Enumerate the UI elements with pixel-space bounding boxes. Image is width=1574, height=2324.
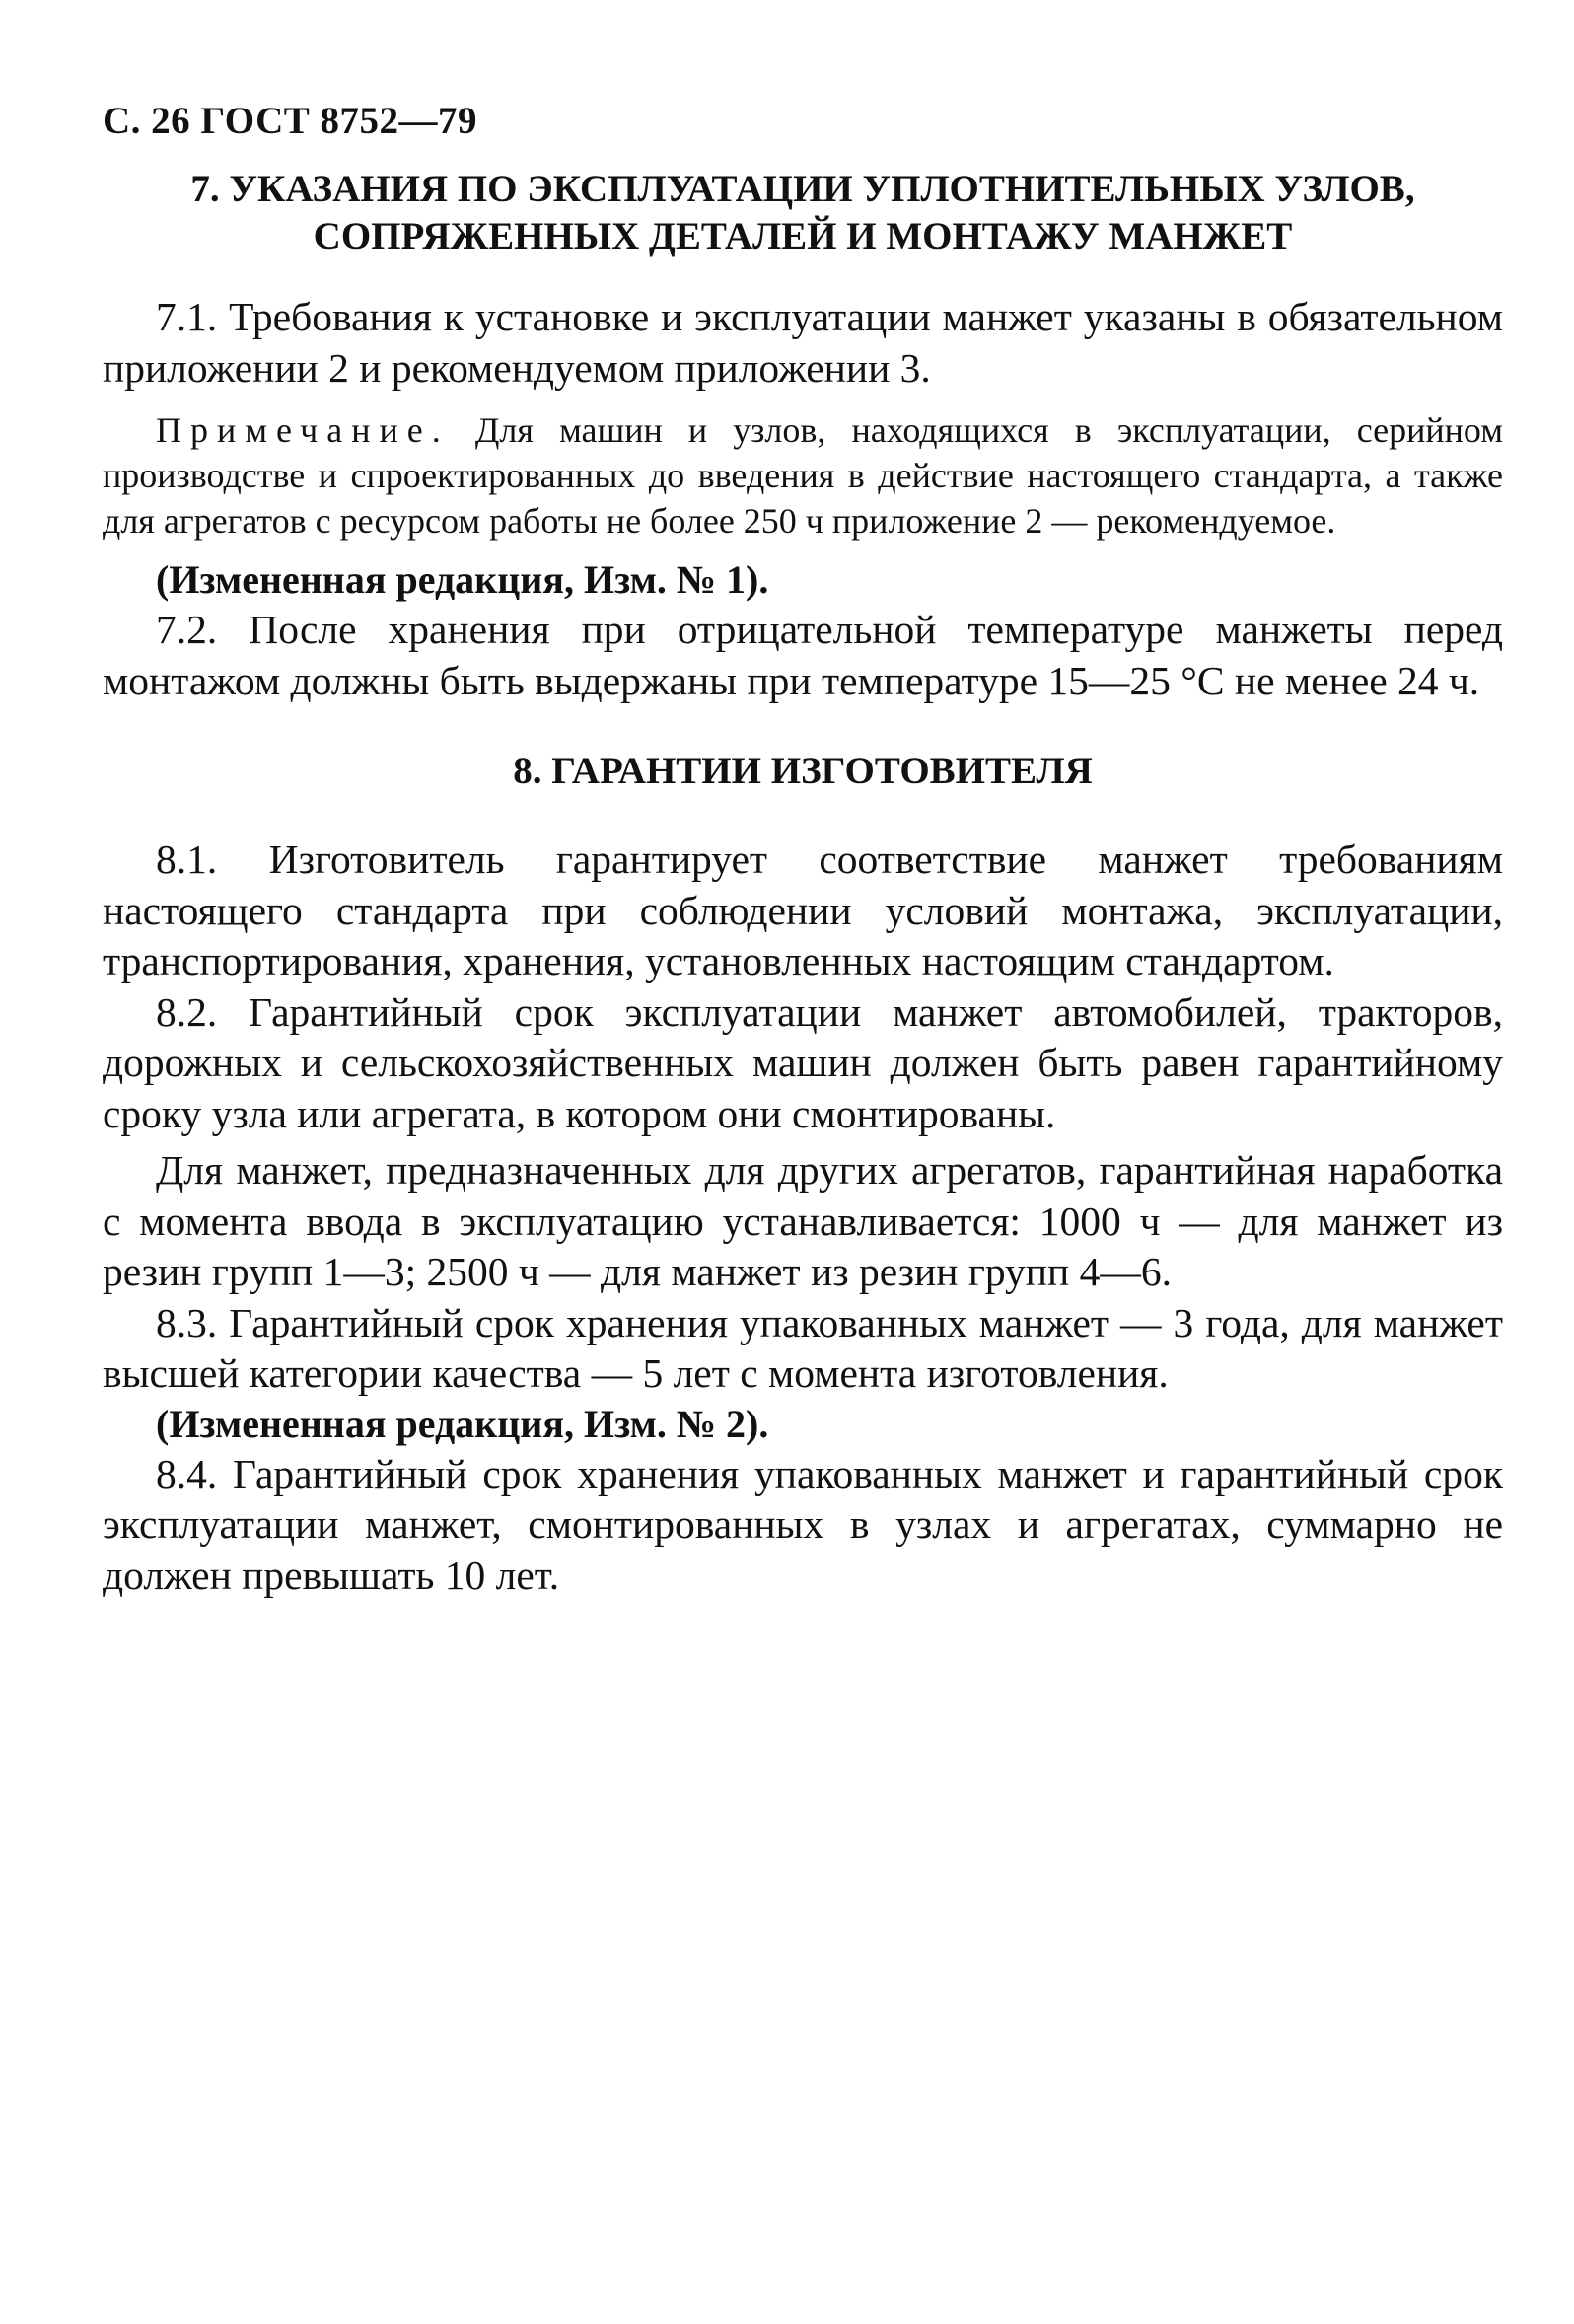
note-text: Для машин и узлов, находящихся в эксплуатации, серийном производстве и спроектированных до введения в действие настоящего стандарта, а также для агрегатов с ресурсом работы не более 250 ч приложение 2 — рекомендуемое.	[103, 410, 1503, 541]
document-page	[103, 99, 1503, 1601]
paragraph-7-1: 7.1. Требования к установке и эксплуатации манжет указаны в обязательном приложении 2 и рекомендуемом приложении 3.	[103, 294, 1503, 391]
amendment-note-1: (Измененная редакция, Изм. № 1).	[156, 557, 769, 602]
section-8	[103, 748, 1503, 1601]
note	[103, 407, 1503, 544]
paragraph-8-2-continued: Для манжет, предназначенных для других агрегатов, гарантийная наработка с момента ввода в эксплуатацию устанавливается: 1000 ч — для манжет из резин групп 1—3; 2500 ч — для манжет из резин групп 4—6.	[103, 1147, 1503, 1294]
paragraph-8-4: 8.4. Гарантийный срок хранения упакованных манжет и гарантийный срок эксплуатации манжет, смонтированных в узлах и агрегатах, суммарно не должен превышать 10 лет.	[103, 1450, 1503, 1598]
section-8-title: 8. ГАРАНТИИ ИЗГОТОВИТЕЛЯ	[513, 750, 1093, 792]
amendment-note-2: (Измененная редакция, Изм. № 2).	[156, 1401, 769, 1446]
paragraph-7-2: 7.2. После хранения при отрицательной температуре манжеты перед монтажом должны быть выдержаны при температуре 15—25 °С не менее 24 ч.	[103, 607, 1503, 703]
section-7-title-line-1: 7. УКАЗАНИЯ ПО ЭКСПЛУАТАЦИИ УПЛОТНИТЕЛЬНЫХ УЗЛОВ,	[190, 168, 1415, 210]
running-header: С. 26 ГОСТ 8752—79	[103, 100, 477, 142]
paragraph-8-2: 8.2. Гарантийный срок эксплуатации манжет автомобилей, тракторов, дорожных и сельскохозяйственных машин должен быть равен гарантийному сроку узла или агрегата, в котором они смонтированы.	[103, 988, 1503, 1136]
note-label: Примечание.	[156, 410, 450, 450]
paragraph-8-3: 8.3. Гарантийный срок хранения упакованных манжет — 3 года, для манжет высшей категории качества — 5 лет с момента изготовления.	[103, 1299, 1503, 1396]
paragraph-8-1: 8.1. Изготовитель гарантирует соответствие манжет требованиям настоящего стандарта при соблюдении условий монтажа, эксплуатации, транспортирования, хранения, установленных настоящим стандартом.	[103, 836, 1503, 983]
section-7	[103, 166, 1503, 706]
section-7-title-line-2: СОПРЯЖЕННЫХ ДЕТАЛЕЙ И МОНТАЖУ МАНЖЕТ	[313, 215, 1293, 257]
